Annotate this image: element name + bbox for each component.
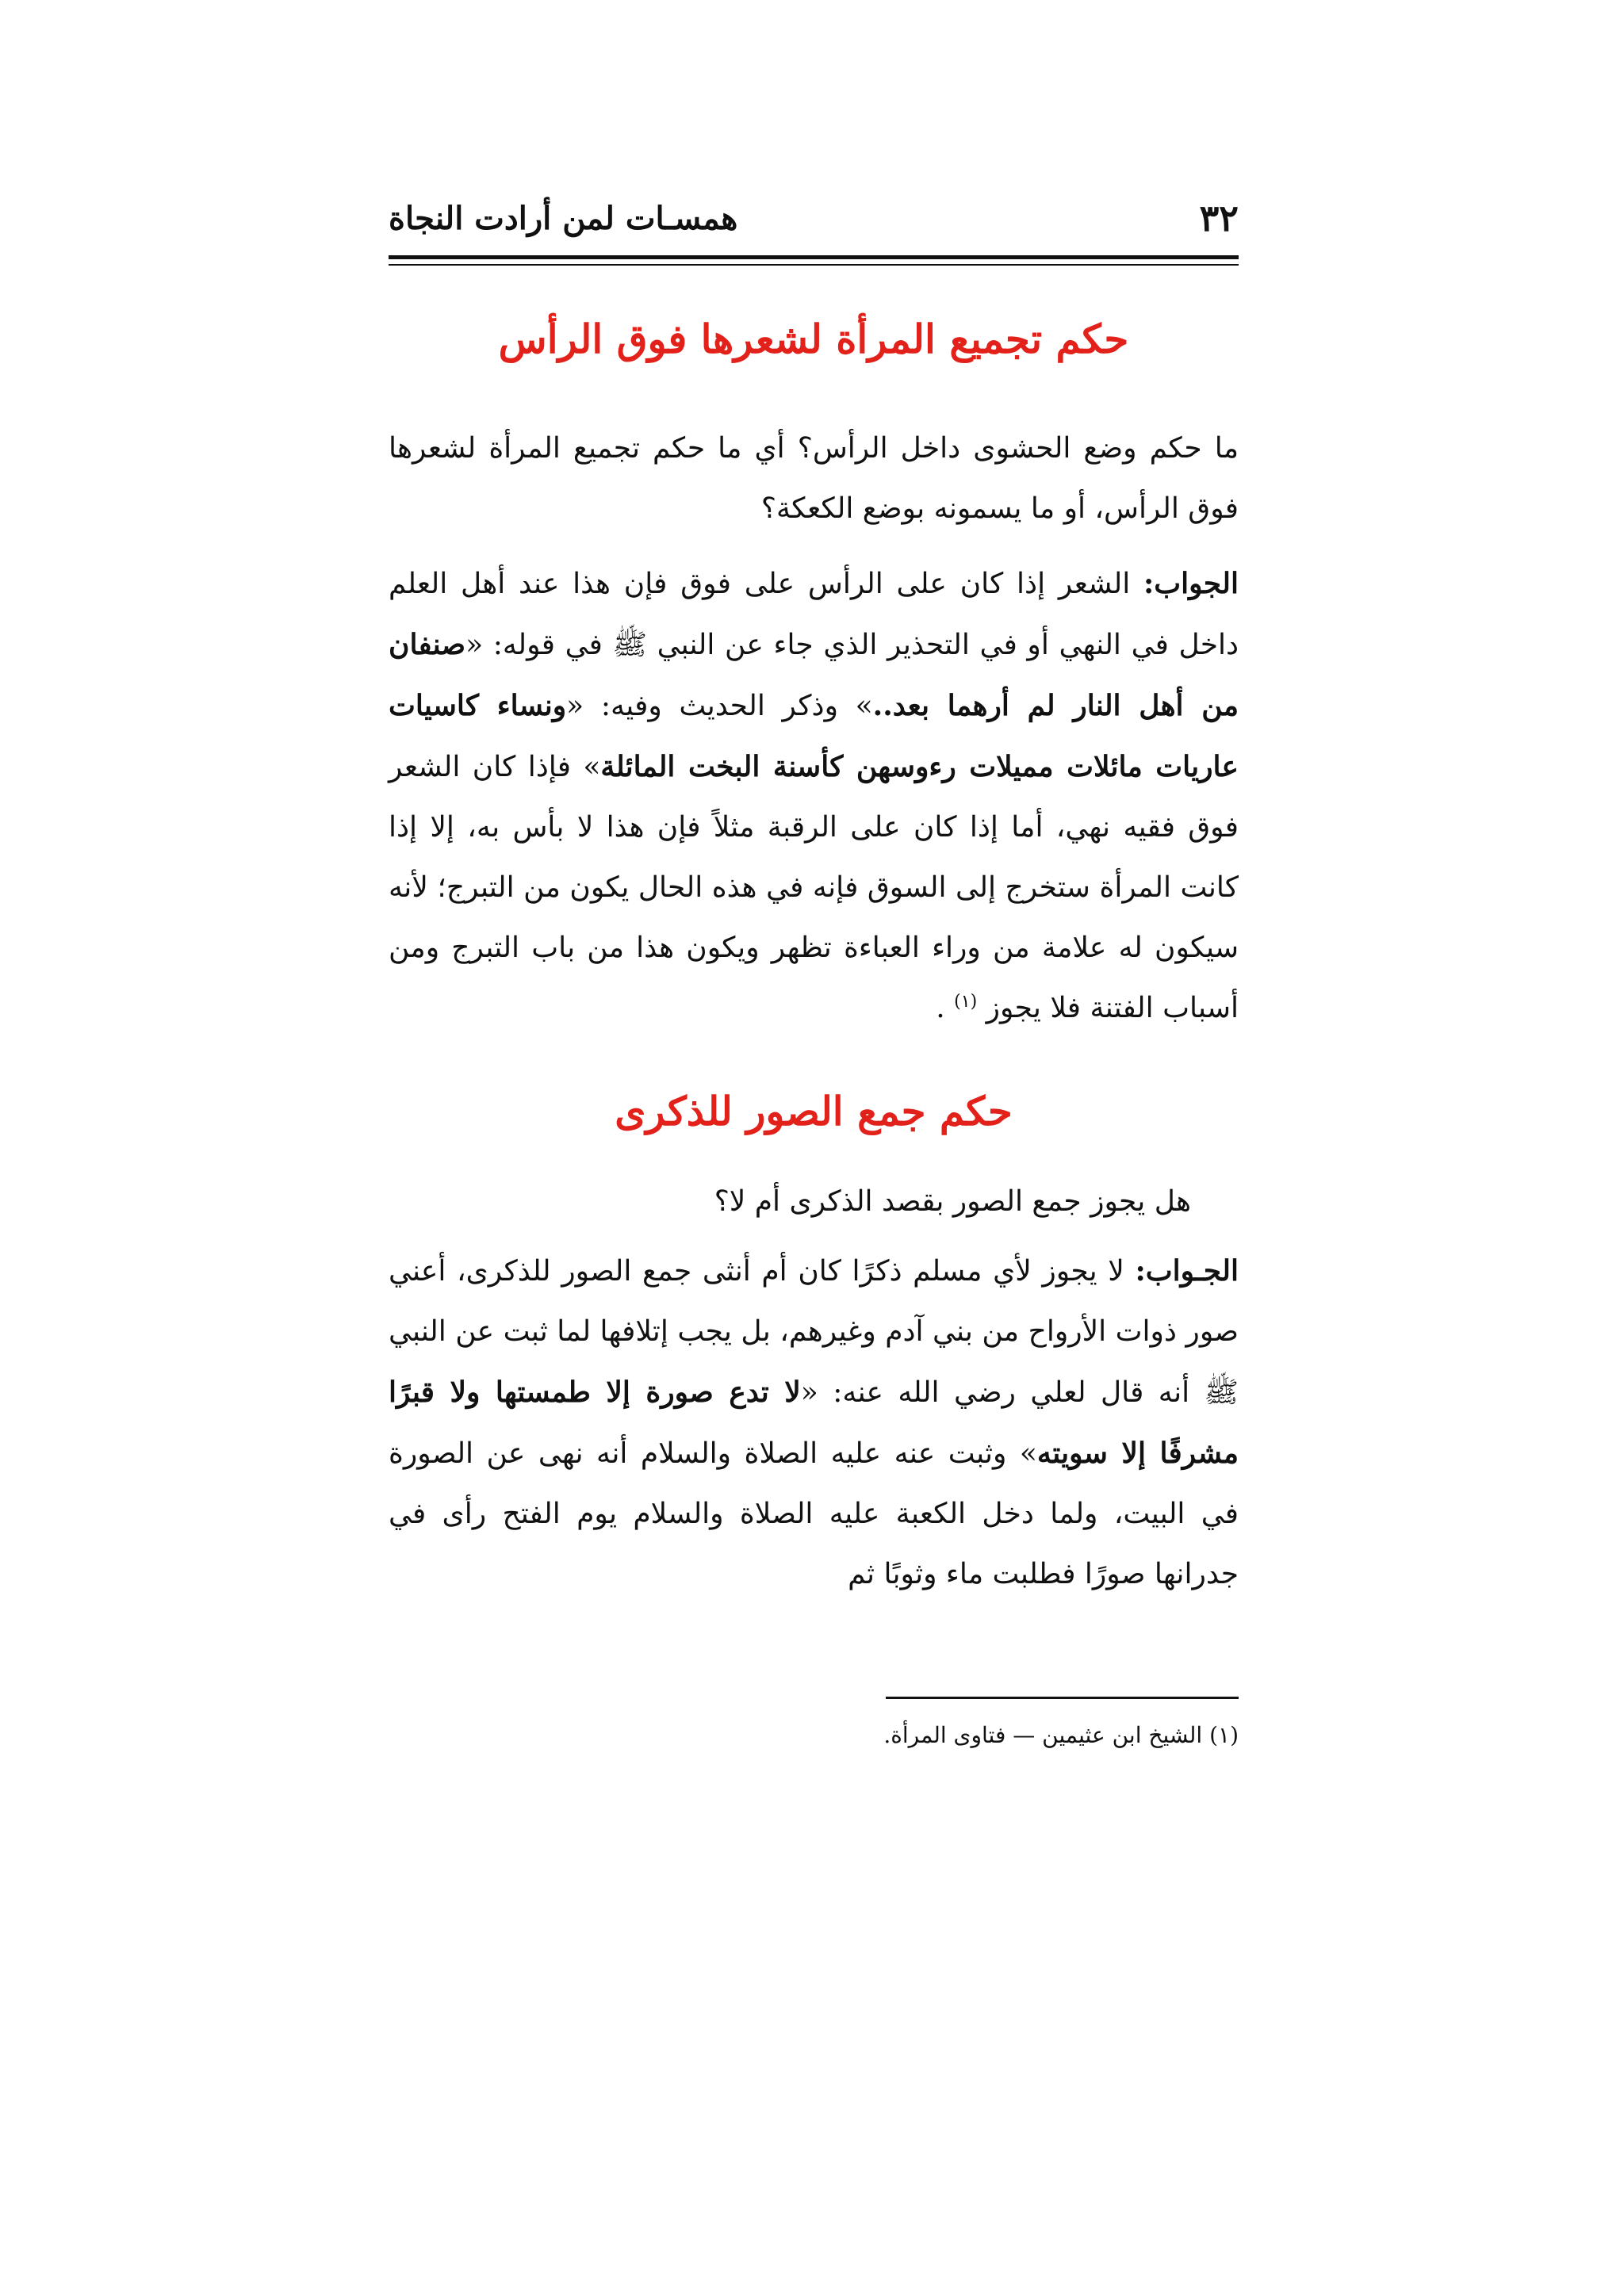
answer-text: الشعر إذا كان على الرأس على فوق فإن هذا عند أهل العلم داخل في النهي أو في التحذير الذي جاء عن النبي ﷺ في قوله: « bbox=[389, 568, 1239, 661]
answer-text: » وثبت عنه عليه الصلاة والسلام أنه نهى عن الصورة في البيت، ولما دخل الكعبة عليه الصلاة والسلام يوم الفتح رأى في جدرانها صورًا فطلبت ماء وثوبًا ثم bbox=[389, 1437, 1239, 1590]
answer-label: الجواب: bbox=[1143, 567, 1239, 600]
hadith-quote: ونساء كاسيات عاريات مائلات مميلات رءوسهن كأسنة البخت المائلة bbox=[389, 689, 1239, 783]
question-paragraph-hair: ما حكم وضع الحشوى داخل الرأس؟ أي ما حكم تجميع المرأة لشعرها فوق الرأس، أو ما يسمونه بوضع الكعكة؟ bbox=[389, 432, 1239, 525]
hadith-quote: لا تدع صورة إلا طمستها ولا قبرًا مشرفًا إلا سويته bbox=[389, 1376, 1239, 1470]
section-heading-hair: حكم تجميع المرأة لشعرها فوق الرأس bbox=[498, 316, 1129, 362]
header-rule-thin bbox=[389, 264, 1239, 266]
header-rule bbox=[389, 255, 1239, 259]
hadith-quote: صنفان من أهل النار لم أرهما بعد.. bbox=[389, 628, 1239, 722]
book-title: همسـات لمن أرادت النجاة bbox=[389, 200, 738, 237]
footnote-reference[interactable]: (١) bbox=[954, 992, 978, 1012]
book-page bbox=[389, 182, 1239, 2164]
answer-paragraph-hair bbox=[389, 553, 1239, 1039]
answer-label: الجـواب: bbox=[1135, 1254, 1239, 1288]
footnote-rule bbox=[886, 1697, 1239, 1699]
answer-paragraph-photos bbox=[389, 1241, 1239, 1605]
answer-text: . bbox=[936, 992, 955, 1024]
answer-text: » وذكر الحديث وفيه: « bbox=[566, 690, 873, 722]
page-number: ٣٢ bbox=[1199, 197, 1239, 239]
answer-text: » فإذا كان الشعر فوق فقيه نهي، أما إذا كان على الرقبة مثلاً فإن هذا لا بأس به، إلا إذا كانت المرأة ستخرج إلى السوق فإنه في هذه الحال يكون من التبرج؛ لأنه سيكون له علامة من وراء العباءة تظهر ويكون هذا من باب التبرج ومن أسباب الفتنة فلا يجوز bbox=[389, 751, 1239, 1024]
section-heading-photos: حكم جمع الصور للذكرى bbox=[615, 1088, 1013, 1135]
running-header bbox=[389, 182, 1239, 262]
answer-text: لا يجوز لأي مسلم ذكرًا كان أم أنثى جمع الصور للذكرى، أعني صور ذوات الأرواح من بني آدم وغيرهم، بل يجب إتلافها لما ثبت عن النبي ﷺ أنه قال لعلي رضي الله عنه: « bbox=[389, 1255, 1239, 1409]
footnote: (١) الشيخ ابن عثيمين — فتاوى المرأة. bbox=[883, 1722, 1239, 1748]
question-paragraph-photos: هل يجوز جمع الصور بقصد الذكرى أم لا؟ bbox=[714, 1185, 1191, 1218]
